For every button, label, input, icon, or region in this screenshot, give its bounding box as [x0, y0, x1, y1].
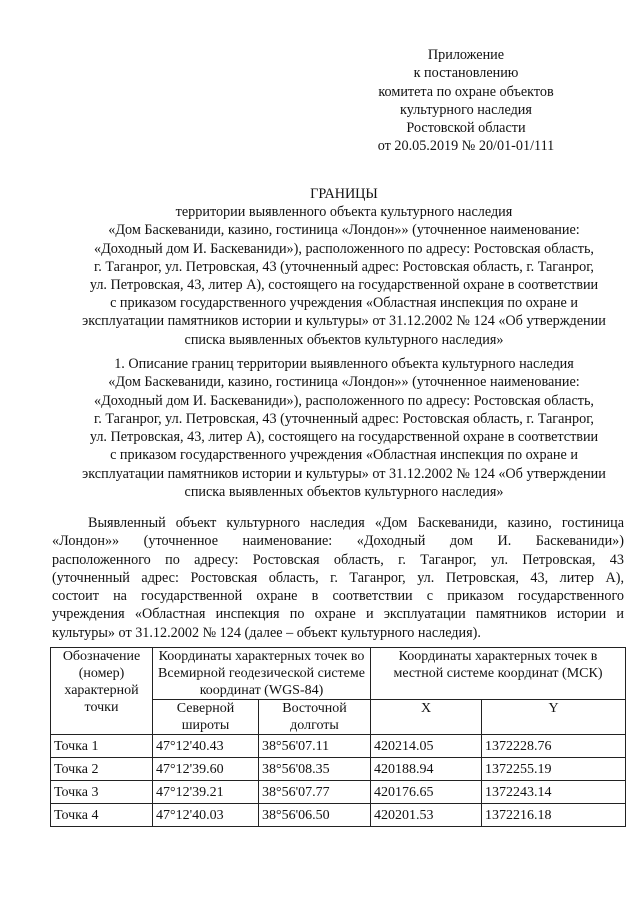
title-line: с приказом государственного учреждения «Областная инспекция по охране и	[110, 295, 578, 312]
cell-point-name: Точка 4	[51, 804, 153, 827]
appendix-header	[360, 46, 572, 156]
title-line: списка выявленных объектов культурного наследия»	[184, 331, 504, 348]
section-line: с приказом государственного учреждения «Областная инспекция по охране и	[110, 447, 578, 464]
title-line: эксплуатации памятников истории и культуры» от 31.12.2002 № 124 «Об утверждении	[82, 313, 606, 330]
cell-latitude: 47°12'40.43	[153, 735, 259, 758]
cell-y: 1372216.18	[482, 804, 626, 827]
cell-y: 1372255.19	[482, 758, 626, 781]
cell-y: 1372228.76	[482, 735, 626, 758]
cell-x: 420201.53	[371, 804, 482, 827]
paragraph-line: состоит на государственной охране в соответствии с приказом государственного	[52, 588, 624, 605]
cell-longitude: 38°56'06.50	[259, 804, 371, 827]
subheader-y: Y	[482, 700, 626, 735]
paragraph-line: (уточненный адрес: Ростовская область, г. Таганрог, ул. Петровская, 43, литер А),	[52, 569, 624, 586]
paragraph-line: Выявленный объект культурного наследия «Дом Баскеваниди, казино, гостиница	[88, 515, 624, 531]
cell-x: 420188.94	[371, 758, 482, 781]
title-line: территории выявленного объекта культурного наследия	[175, 204, 513, 221]
cell-latitude: 47°12'39.21	[153, 781, 259, 804]
cell-latitude: 47°12'39.60	[153, 758, 259, 781]
subheader-north-latitude: Северной широты	[153, 700, 259, 735]
appendix-line: Приложение	[427, 47, 505, 63]
section-line: списка выявленных объектов культурного наследия»	[184, 484, 504, 501]
table-row	[51, 804, 626, 827]
section-line: ул. Петровская, 43, литер А), состоящего на государственной охране в соответствии	[89, 429, 599, 446]
table-row	[51, 758, 626, 781]
section-line: эксплуатации памятников истории и культуры» от 31.12.2002 № 124 «Об утверждении	[82, 465, 606, 482]
section-line: 1. Описание границ территории выявленного объекта культурного наследия	[114, 356, 574, 372]
cell-point-name: Точка 2	[51, 758, 153, 781]
appendix-line: культурного наследия	[400, 101, 532, 118]
title-line: ул. Петровская, 43, литер А), состоящего на государственной охране в соответствии	[89, 277, 599, 294]
body-paragraph	[52, 514, 624, 642]
header-point-designation: Обозначение (номер) характерной точки	[51, 648, 153, 735]
document-title	[50, 185, 638, 349]
table-row	[51, 735, 626, 758]
section-line: «Дом Баскеваниди, казино, гостиница «Лондон»» (уточненное наименование:	[108, 374, 580, 391]
section-1-heading	[50, 355, 638, 501]
header-msk-coordinates: Координаты характерных точек в местной системе координат (МСК)	[371, 648, 626, 700]
subheader-x: X	[371, 700, 482, 735]
appendix-line: от 20.05.2019 № 20/01-01/111	[377, 138, 555, 155]
appendix-line: комитета по охране объектов	[378, 83, 554, 100]
paragraph-line: расположенного по адресу: Ростовская область, г. Таганрог, ул. Петровская, 43	[52, 551, 624, 568]
appendix-line: к постановлению	[413, 65, 519, 82]
header-wgs84-coordinates: Координаты характерных точек во Всемирной геодезической системе координат (WGS-84)	[153, 648, 371, 700]
title-line: г. Таганрог, ул. Петровская, 43 (уточненный адрес: Ростовская область, г. Таганрог,	[94, 258, 594, 275]
cell-longitude: 38°56'07.77	[259, 781, 371, 804]
subheader-east-longitude: Восточной долготы	[259, 700, 371, 735]
table-header-row	[51, 648, 626, 700]
paragraph-line: культуры» от 31.12.2002 № 124 (далее – объект культурного наследия).	[52, 624, 481, 641]
appendix-line: Ростовской области	[406, 120, 526, 137]
cell-x: 420214.05	[371, 735, 482, 758]
cell-longitude: 38°56'08.35	[259, 758, 371, 781]
title-line: «Доходный дом И. Баскеваниди»), расположенного по адресу: Ростовская область,	[94, 240, 594, 257]
coordinates-table	[50, 647, 626, 827]
cell-y: 1372243.14	[482, 781, 626, 804]
section-line: г. Таганрог, ул. Петровская, 43 (уточненный адрес: Ростовская область, г. Таганрог,	[94, 410, 594, 427]
table-row	[51, 781, 626, 804]
title-heading: ГРАНИЦЫ	[310, 186, 378, 202]
section-line: «Доходный дом И. Баскеваниди»), расположенного по адресу: Ростовская область,	[94, 392, 594, 409]
title-line: «Дом Баскеваниди, казино, гостиница «Лондон»» (уточненное наименование:	[108, 222, 580, 239]
cell-x: 420176.65	[371, 781, 482, 804]
cell-longitude: 38°56'07.11	[259, 735, 371, 758]
cell-point-name: Точка 3	[51, 781, 153, 804]
cell-point-name: Точка 1	[51, 735, 153, 758]
cell-latitude: 47°12'40.03	[153, 804, 259, 827]
paragraph-line: учреждения «Областная инспекция по охране и эксплуатации памятников истории и	[52, 606, 624, 623]
paragraph-line: «Лондон»» (уточненное наименование: «Доходный дом И. Баскеваниди»)	[52, 533, 624, 550]
